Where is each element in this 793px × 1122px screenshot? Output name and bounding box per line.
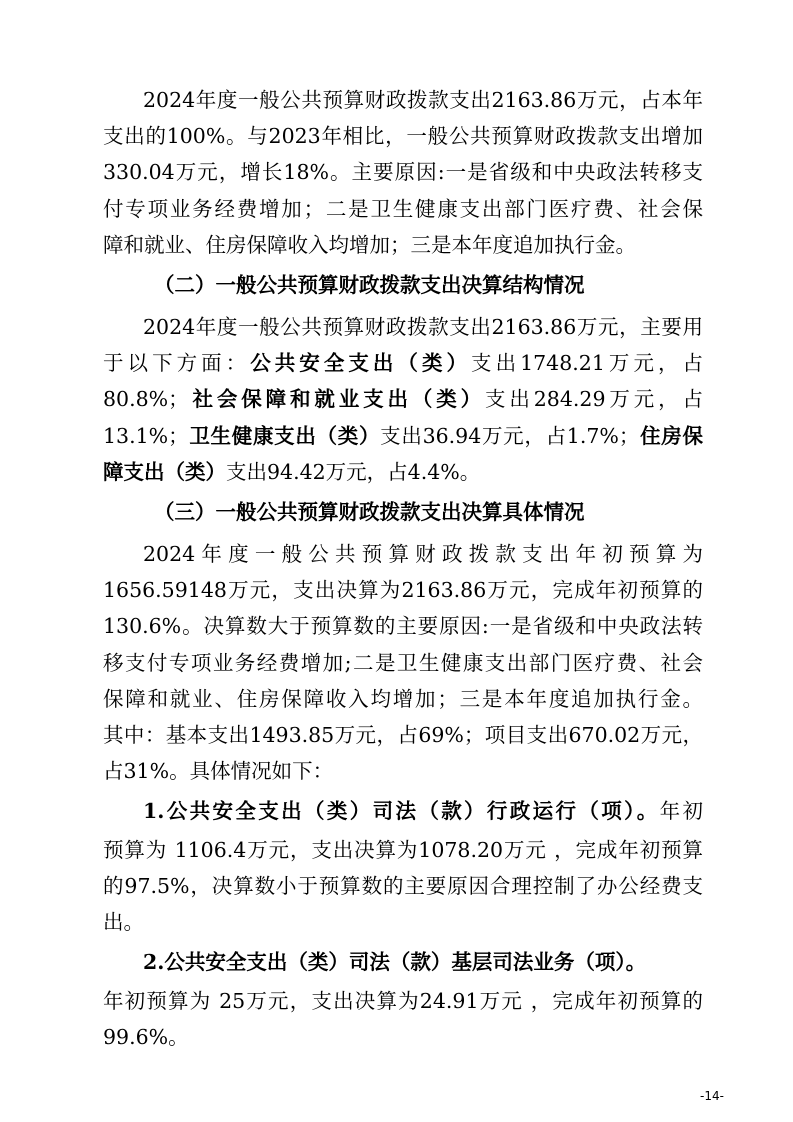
paragraph-2-line-5 [103, 454, 703, 490]
item-1-line-2: 预算为 1106.4万元，支出决算为1078.20万元 ，完成年初预算 [103, 838, 703, 862]
text-run: 支出36.94万元，占1.7%； [380, 424, 640, 448]
text-run: 支出1748.21万元，占 [471, 351, 703, 375]
item-1-line-4: 出。 [103, 910, 144, 934]
paragraph-1-line-3: 330.04万元，增长18%。主要原因:一是省级和中央政法转移支 [103, 160, 703, 184]
section-heading-3: （三）一般公共预算财政拨款支出决算具体情况 [154, 500, 585, 524]
item-2-line-2: 年初预算为 25万元，支出决算为24.91万元 ，完成年初预算的 [103, 989, 703, 1013]
paragraph-3-line-5: 保障和就业、住房保障收入均增加；三是本年度追加执行金。 [103, 687, 703, 711]
paragraph-3-line-4: 移支付专项业务经费增加;二是卫生健康支出部门医疗费、社会 [103, 651, 703, 675]
paragraph-2-line-1: 2024年度一般公共预算财政拨款支出2163.86万元，主要用 [143, 315, 703, 339]
text-run: 支出94.42万元，占4.4%。 [226, 460, 481, 484]
item-1-line-3: 的97.5%，决算数小于预算数的主要原因合理控制了办公经费支 [103, 874, 703, 898]
paragraph-3-line-2: 1656.59148万元，支出决算为2163.86万元，完成年初预算的 [103, 578, 703, 602]
page-number: -14- [700, 1089, 724, 1103]
text-run: 支出284.29万元，占 [485, 387, 703, 411]
item-1-title: 1.公共安全支出（类）司法（款）行政运行（项）。 [143, 799, 660, 823]
paragraph-3-line-7: 占31%。具体情况如下： [103, 759, 334, 783]
bold-text-run: 公共安全支出（类） [250, 351, 472, 375]
text-run: 13.1%； [103, 424, 189, 448]
paragraph-3-line-3: 130.6%。决算数大于预算数的主要原因:一是省级和中央政法转 [103, 614, 703, 638]
paragraph-2-line-4 [103, 418, 703, 454]
text-run: 于以下方面： [103, 351, 251, 375]
bold-text-run: 社会保障和就业支出（类） [188, 387, 486, 411]
item-2-title: 2.公共安全支出（类）司法（款）基层司法业务（项）。 [143, 950, 647, 974]
item-2-line-3: 99.6%。 [103, 1025, 189, 1049]
text-run: 80.8%； [103, 387, 189, 411]
paragraph-2-line-2 [103, 345, 703, 381]
paragraph-1-line-4: 付专项业务经费增加；二是卫生健康支出部门医疗费、社会保 [103, 197, 703, 221]
paragraph-3-line-1: 2024年度一般公共预算财政拨款支出年初预算为 [143, 542, 703, 566]
bold-text-run: 卫生健康支出（类） [188, 424, 381, 448]
paragraph-1-line-2: 支出的100%。与2023年相比，一般公共预算财政拨款支出增加 [103, 124, 703, 148]
bold-text-run: 住房保 [639, 424, 703, 448]
paragraph-3-line-6: 其中：基本支出1493.85万元，占69%；项目支出670.02万元， [103, 723, 703, 747]
paragraph-2-line-3 [103, 381, 703, 417]
bold-text-run: 障支出（类） [103, 460, 226, 484]
text-run: 年初 [659, 799, 703, 823]
item-2-line-1 [143, 944, 703, 980]
paragraph-1-line-1: 2024年度一般公共预算财政拨款支出2163.86万元，占本年 [143, 88, 703, 112]
paragraph-1-line-5: 障和就业、住房保障收入均增加；三是本年度追加执行金。 [103, 233, 636, 257]
section-heading-2: （二）一般公共预算财政拨款支出决算结构情况 [154, 273, 585, 297]
item-1-line-1 [143, 793, 703, 829]
